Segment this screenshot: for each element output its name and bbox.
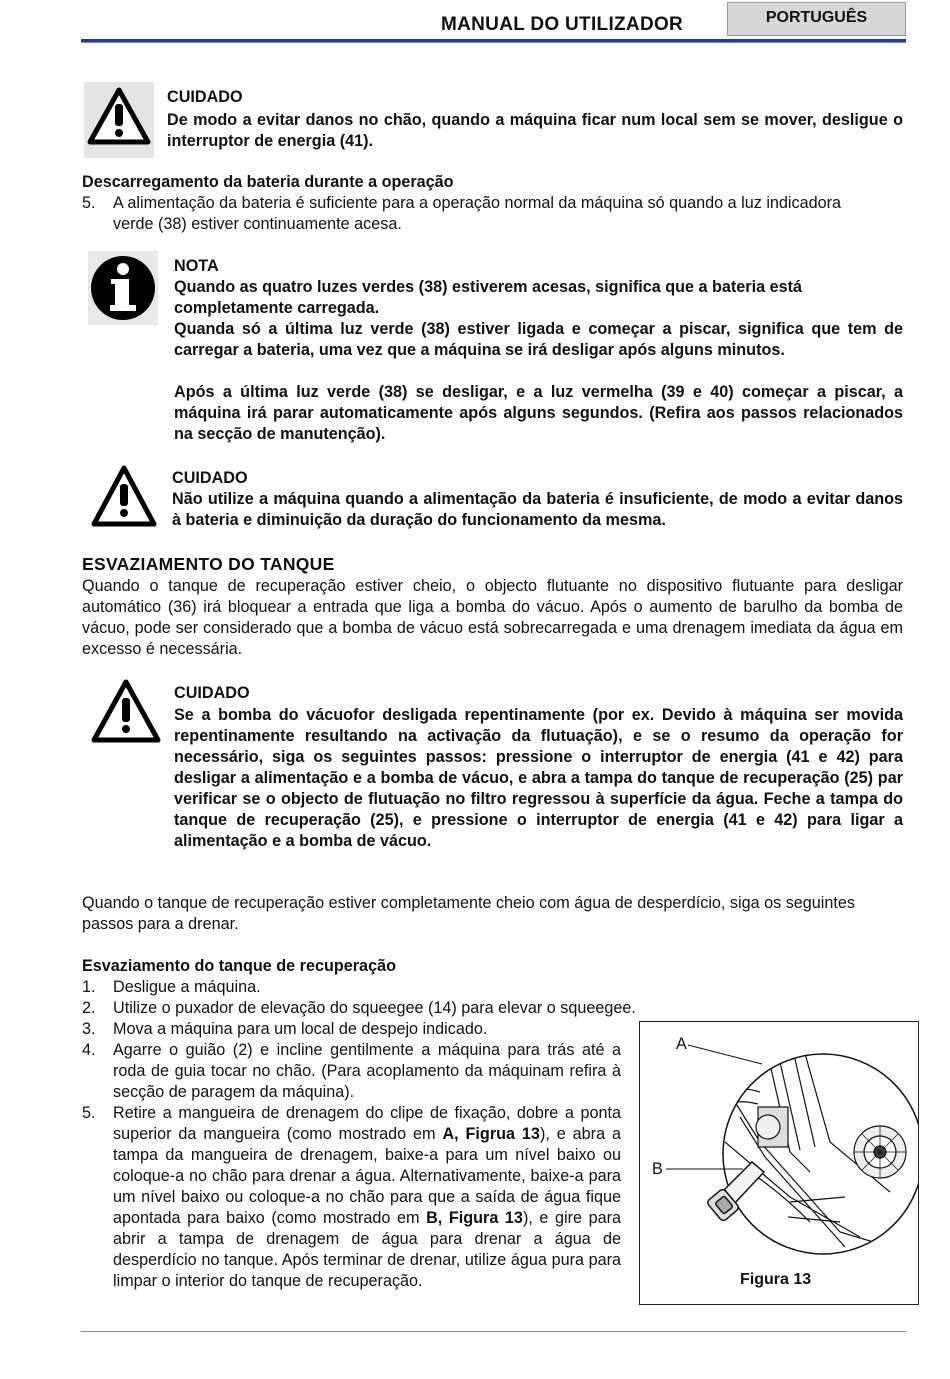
caution1-text: De modo a evitar danos no chão, quando a máquina ficar num local sem se mover, desligue o interruptor de energia (41). (167, 111, 903, 150)
machine-drain-illustration (640, 1022, 918, 1304)
warning-triangle-icon (84, 82, 154, 158)
note-paragraph: Quanda só a última luz verde (38) estiver ligada e começar a piscar, significa que tem de carregar a bateria, uma vez que a máquina se irá desligar após alguns minutos. (174, 320, 903, 359)
figure-label-b: B (652, 1160, 663, 1178)
list-number: 2. (82, 999, 96, 1017)
figure-ref-a: A, Figrua 13 (442, 1125, 540, 1143)
figure-label-a: A (676, 1035, 687, 1053)
discharge-heading: Descarregamento da bateria durante a operação (82, 173, 454, 191)
list-number: 1. (82, 978, 96, 996)
list-number: 5. (82, 1104, 96, 1122)
steps-heading: Esvaziamento do tanque de recuperação (82, 957, 396, 975)
footer-rule (81, 1331, 906, 1332)
step-5 (113, 1103, 621, 1292)
note-heading: NOTA (174, 257, 219, 275)
caution3-text: Se a bomba do vácuofor desligada repentinamente (por ex. Devido à máquina ser movida repentinamente resultando na activação da flutuação), e se o resumo da operação for necessário, siga os seguintes passos: pressione o interruptor de energia (41 e 42) para desligar a alimentação e a bomba de vácuo, e abra a tampa do tanque de recuperação (25) par verificar se o objecto de flutuação no filtro regressou à superfície da água. Feche a tampa do tanque de recuperação (25), e pressione o interruptor de energia (41 e 42) para ligar a alimentação e a bomba de vácuo. (174, 706, 903, 850)
warning-triangle-icon (88, 676, 164, 746)
figure-ref-b: B, Figura 13 (426, 1209, 523, 1227)
step-4: Agarre o guião (2) e incline gentilmente a máquina para trás até a roda de guia tocar no chão. (Para acoplamento da máquinam refira à secção de paragem da máquina). (113, 1041, 621, 1101)
step-1: Desligue a máquina. (113, 978, 261, 996)
caution1-heading: CUIDADO (167, 88, 243, 106)
header-rule-thin (81, 42, 906, 43)
language-label: PORTUGUÊS (727, 2, 906, 36)
note-paragraph: Após a última luz verde (38) se desligar, e a luz vermelha (39 e 40) começar a piscar, a máquina irá parar automaticamente após alguns segundos. (Refira aos passos relacionados na secção de manutenção). (174, 383, 903, 443)
section-title: ESVAZIAMENTO DO TANQUE (82, 554, 335, 574)
info-icon (88, 251, 158, 325)
figure-caption: Figura 13 (740, 1271, 812, 1288)
figure-13 (639, 1021, 919, 1305)
step-5-text: ), e gire para abrir a tampa de drenagem de água para drenar a água de desperdício no tanque. Após terminar de drenar, utilize água pura para limpar o interior do tanque de recuperação. (113, 1209, 621, 1290)
section-intro: Quando o tanque de recuperação estiver cheio, o objecto flutuante no dispositivo flutuante para desligar automático (36) irá bloquear a entrada que liga a bomba do vácuo. Após o aumento de barulho da bomba de vácuo, pode ser considerado que a bomba de vácuo está sobrecarregada e uma drenagem imediata da água em excesso é necessária. (82, 577, 903, 658)
list-number: 5. (82, 194, 96, 212)
warning-triangle-icon (88, 462, 160, 530)
step-5-text: ), e abra a tampa da mangueira de drenagem, baixe-a para um nível baixo ou coloque-a no chão para drenar a água. Alternativamente, baixe-a para um nível baixo ou coloque-a no chão para que a saída de água fique apontada para baixo (como mostrado em (113, 1125, 621, 1227)
caution2-text: Não utilize a máquina quando a alimentação da bateria é insuficiente, de modo a evitar danos à bateria e diminuição da duração do funcionamento da mesma. (172, 490, 903, 529)
step-5-text: Retire a mangueira de drenagem do clipe de fixação, dobre a ponta superior da mangueira (como mostrado em (113, 1104, 621, 1143)
step-2: Utilize o puxador de elevação do squeegee (14) para elevar o squeegee. (113, 999, 636, 1017)
list-number: 3. (82, 1020, 96, 1038)
manual-title: MANUAL DO UTILIZADOR (441, 14, 684, 35)
discharge-item: A alimentação da bateria é suficiente para a operação normal da máquina só quando a luz indicadora verde (38) estiver continuamente acesa. (113, 194, 842, 233)
caution3-heading: CUIDADO (174, 684, 250, 702)
step-3: Mova a máquina para um local de despejo indicado. (113, 1020, 488, 1038)
note-paragraph: Quando as quatro luzes verdes (38) estiverem acesas, significa que a bateria está completamente carregada. (174, 278, 802, 317)
full-tank-text: Quando o tanque de recuperação estiver completamente cheio com água de desperdício, siga os seguintes passos para a drenar. (82, 894, 855, 933)
list-number: 4. (82, 1041, 96, 1059)
caution2-heading: CUIDADO (172, 469, 248, 487)
